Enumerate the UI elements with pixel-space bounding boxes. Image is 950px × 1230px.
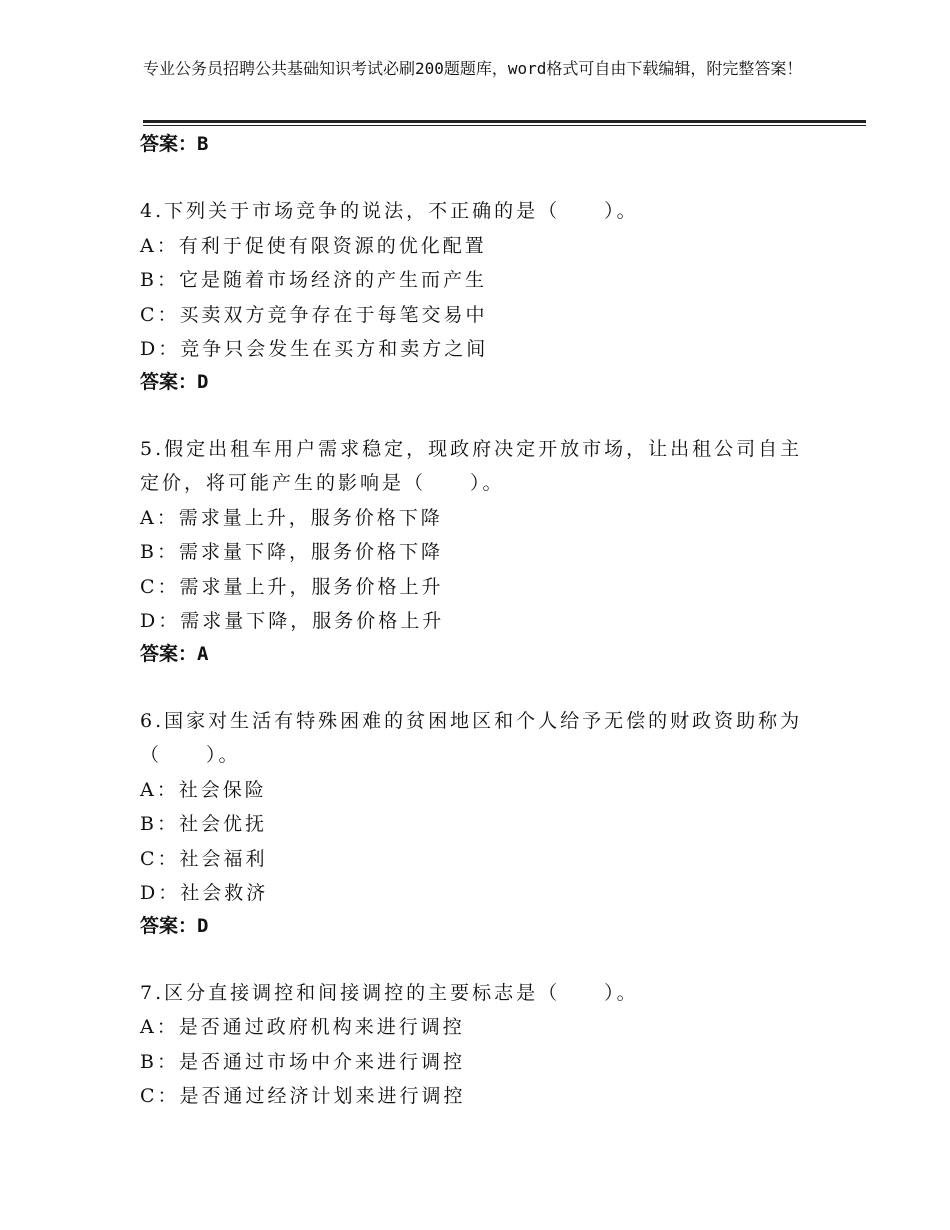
option-d: D：竞争只会发生在买方和卖方之间 [140, 338, 489, 360]
question-6 [140, 704, 803, 941]
option-d: D：社会救济 [140, 882, 269, 904]
answer: 答案：D [140, 914, 209, 937]
option-d: D：需求量下降，服务价格上升 [140, 610, 445, 632]
option-b: B：需求量下降，服务价格下降 [140, 541, 443, 563]
question-stem: 7.区分直接调控和间接调控的主要标志是（ ）。 [140, 981, 639, 1004]
option-b: B：它是随着市场经济的产生而产生 [140, 269, 487, 291]
header-rule-thick [143, 120, 866, 123]
option-c: C：需求量上升，服务价格上升 [140, 575, 444, 598]
question-stem: 6.国家对生活有特殊困难的贫困地区和个人给予无偿的财政资助称为 [140, 709, 803, 732]
option-a: A：有利于促使有限资源的优化配置 [140, 234, 487, 257]
page-header: 专业公务员招聘公共基础知识考试必刷200题题库，word格式可自由下载编辑，附完整答案！ [143, 59, 803, 78]
header-rule-thin [143, 125, 866, 126]
question-4 [140, 194, 800, 397]
previous-answer: 答案：B [140, 133, 209, 155]
option-a: A：是否通过政府机构来进行调控 [140, 1016, 465, 1038]
answer: 答案：A [140, 642, 209, 665]
question-stem-continued: 定价，将可能产生的影响是（ ）。 [140, 472, 505, 494]
option-c: C：社会福利 [140, 847, 268, 870]
question-stem: 4.下列关于市场竞争的说法，不正确的是（ ）。 [140, 200, 639, 222]
option-a: A：社会保险 [140, 778, 267, 801]
question-stem-continued: （ ）。 [140, 744, 241, 766]
question-stem: 5.假定出租车用户需求稳定，现政府决定开放市场，让出租公司自主 [140, 437, 803, 460]
option-b: B：是否通过市场中介来进行调控 [140, 1050, 465, 1073]
question-7 [140, 976, 800, 1114]
option-c: C：是否通过经济计划来进行调控 [140, 1085, 466, 1107]
option-a: A：需求量上升，服务价格下降 [140, 506, 443, 529]
question-5 [140, 432, 803, 669]
option-c: C：买卖双方竞争存在于每笔交易中 [140, 303, 488, 326]
question-list [140, 129, 803, 1114]
option-b: B：社会优抚 [140, 813, 267, 835]
answer: 答案：D [140, 370, 209, 393]
